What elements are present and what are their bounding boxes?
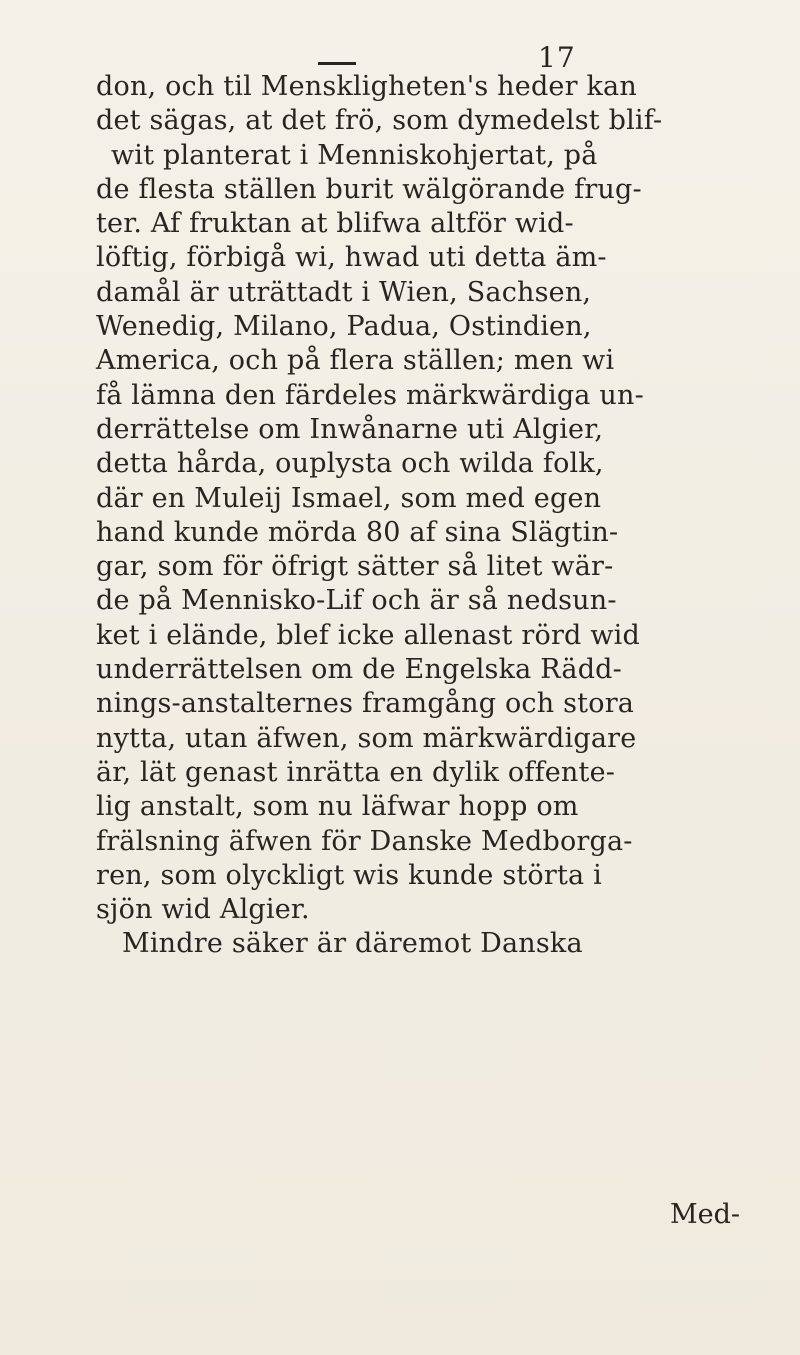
text-line: frälsning äfwen för Danske Medborga- (96, 825, 633, 857)
text-line: ren, som olyckligt wis kunde störta i (96, 859, 602, 891)
text-line: få lämna den färdeles märkwärdiga un- (96, 379, 644, 411)
text-line: de på Mennisko-Lif och är så nedsun- (96, 585, 617, 617)
text-line: America, och på flera ställen; men wi (96, 345, 615, 377)
text-line: löftig, förbigå wi, hwad uti detta äm- (96, 242, 607, 274)
text-line: där en Muleij Ismael, som med egen (96, 482, 602, 514)
text-line: Mindre säker är däremot Danska (122, 928, 583, 960)
text-line: är, lät genast inrätta en dylik offente- (96, 756, 616, 788)
text-line: det sägas, at det frö, som dymedelst blif- (96, 105, 663, 137)
text-line: lig anstalt, som nu läfwar hopp om (96, 791, 579, 823)
text-line: ter. Af fruktan at blifwa altför wid- (96, 208, 574, 240)
text-line: ket i elände, blef icke allenast rörd wid (96, 619, 640, 651)
catchword: Med- (670, 1199, 741, 1230)
text-line: hand kunde mörda 80 af sina Slägtin- (96, 516, 619, 548)
text-line: detta hårda, ouplysta och wilda folk, (96, 448, 604, 480)
header-dash (318, 62, 356, 65)
text-line: gar, som för öfrigt sätter så litet wär- (96, 551, 614, 583)
text-line: Wenedig, Milano, Padua, Ostindien, (96, 311, 592, 343)
text-line: nytta, utan äfwen, som märkwärdigare (96, 722, 637, 754)
text-line: damål är uträttadt i Wien, Sachsen, (96, 276, 592, 308)
text-line: underrättelsen om de Engelska Rädd- (96, 654, 622, 686)
text-line: nings-anstalternes framgång och stora (96, 688, 635, 720)
text-line: wit planterat i Menniskohjertat, på (111, 139, 598, 171)
page-number: 17 (538, 41, 576, 74)
text-line: derrättelse om Inwånarne uti Algier, (96, 413, 604, 445)
body-text (96, 70, 736, 962)
text-line: sjön wid Algier. (96, 894, 310, 926)
text-line: don, och til Menskligheten's heder kan (96, 71, 637, 102)
text-line: de flesta ställen burit wälgörande frug- (96, 173, 642, 205)
